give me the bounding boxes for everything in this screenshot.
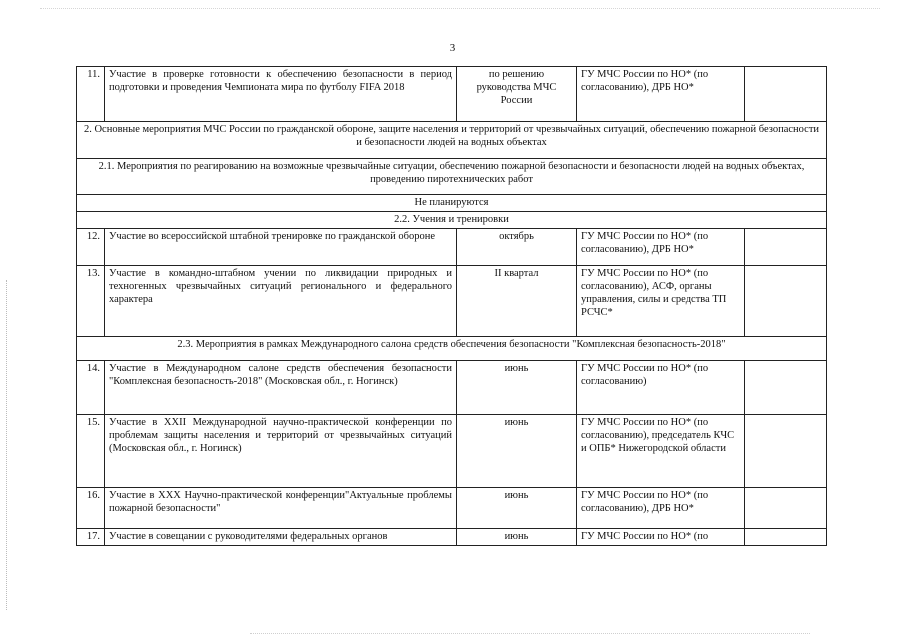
section-row — [77, 159, 827, 195]
table-row — [77, 266, 827, 337]
table-row — [77, 415, 827, 488]
section-row — [77, 212, 827, 229]
section-row — [77, 122, 827, 159]
page-number: 3 — [449, 42, 456, 54]
event-name: Участие во всероссийской штабной тренировке по гражданской обороне — [105, 229, 457, 266]
event-term: июнь — [457, 361, 577, 415]
event-term: II квартал — [457, 266, 577, 337]
scan-artifact-left — [6, 280, 8, 610]
section-heading: 2. Основные мероприятия МЧС России по гражданской обороне, защите населения и территорий от чрезвычайных ситуаций, обеспечению пожарной безопасности и безопасности людей на водных объектах — [77, 122, 827, 159]
row-number: 13. — [77, 266, 105, 337]
event-term: по решению руководства МЧС России — [457, 67, 577, 122]
event-name: Участие в командно-штабном учении по ликвидации природных и техногенных чрезвычайных ситуаций регионального и федерального характера — [105, 266, 457, 337]
scan-artifact-top — [40, 8, 880, 10]
event-term: июнь — [457, 488, 577, 529]
note-cell — [745, 266, 827, 337]
note-cell — [745, 529, 827, 546]
section-heading: 2.2. Учения и тренировки — [77, 212, 827, 229]
note-cell — [745, 67, 827, 122]
responsible-party: ГУ МЧС России по НО* (по согласованию), ДРБ НО* — [577, 488, 745, 529]
note-cell — [745, 488, 827, 529]
responsible-party: ГУ МЧС России по НО* (по согласованию), ДРБ НО* — [577, 67, 745, 122]
table-row — [77, 529, 827, 546]
section-row — [77, 195, 827, 212]
row-number: 12. — [77, 229, 105, 266]
event-term: октябрь — [457, 229, 577, 266]
section-row — [77, 337, 827, 361]
row-number: 14. — [77, 361, 105, 415]
event-term: июнь — [457, 529, 577, 546]
events-table — [76, 66, 827, 546]
table-row — [77, 67, 827, 122]
scan-artifact-bottom — [250, 633, 810, 635]
section-heading: 2.3. Мероприятия в рамках Международного салона средств обеспечения безопасности "Комплексная безопасность-2018" — [77, 337, 827, 361]
event-term: июнь — [457, 415, 577, 488]
note-cell — [745, 361, 827, 415]
event-name: Участие в Международном салоне средств обеспечения безопасности "Комплексная безопасность-2018" (Московская обл., г. Ногинск) — [105, 361, 457, 415]
event-name: Участие в проверке готовности к обеспечению безопасности в период подготовки и проведения Чемпионата мира по футболу FIFA 2018 — [105, 67, 457, 122]
section-heading: Не планируются — [77, 195, 827, 212]
table-row — [77, 361, 827, 415]
row-number: 15. — [77, 415, 105, 488]
note-cell — [745, 415, 827, 488]
table-row — [77, 229, 827, 266]
event-name: Участие в совещании с руководителями федеральных органов — [105, 529, 457, 546]
responsible-party: ГУ МЧС России по НО* (по согласованию) — [577, 361, 745, 415]
responsible-party: ГУ МЧС России по НО* (по — [577, 529, 745, 546]
responsible-party: ГУ МЧС России по НО* (по согласованию), председатель КЧС и ОПБ* Нижегородской области — [577, 415, 745, 488]
note-cell — [745, 229, 827, 266]
event-name: Участие в XXII Международной научно-практической конференции по проблемам защиты населения и территорий от чрезвычайных ситуаций (Московская обл., г. Ногинск) — [105, 415, 457, 488]
responsible-party: ГУ МЧС России по НО* (по согласованию), ДРБ НО* — [577, 229, 745, 266]
section-heading: 2.1. Мероприятия по реагированию на возможные чрезвычайные ситуации, обеспечению пожарной безопасности и безопасности людей на водных объектах, проведению пиротехнических работ — [77, 159, 827, 195]
event-name: Участие в XXX Научно-практической конференции"Актуальные проблемы пожарной безопасности" — [105, 488, 457, 529]
responsible-party: ГУ МЧС России по НО* (по согласованию), АСФ, органы управления, силы и средства ТП РСЧС* — [577, 266, 745, 337]
row-number: 16. — [77, 488, 105, 529]
row-number: 11. — [77, 67, 105, 122]
table-row — [77, 488, 827, 529]
row-number: 17. — [77, 529, 105, 546]
